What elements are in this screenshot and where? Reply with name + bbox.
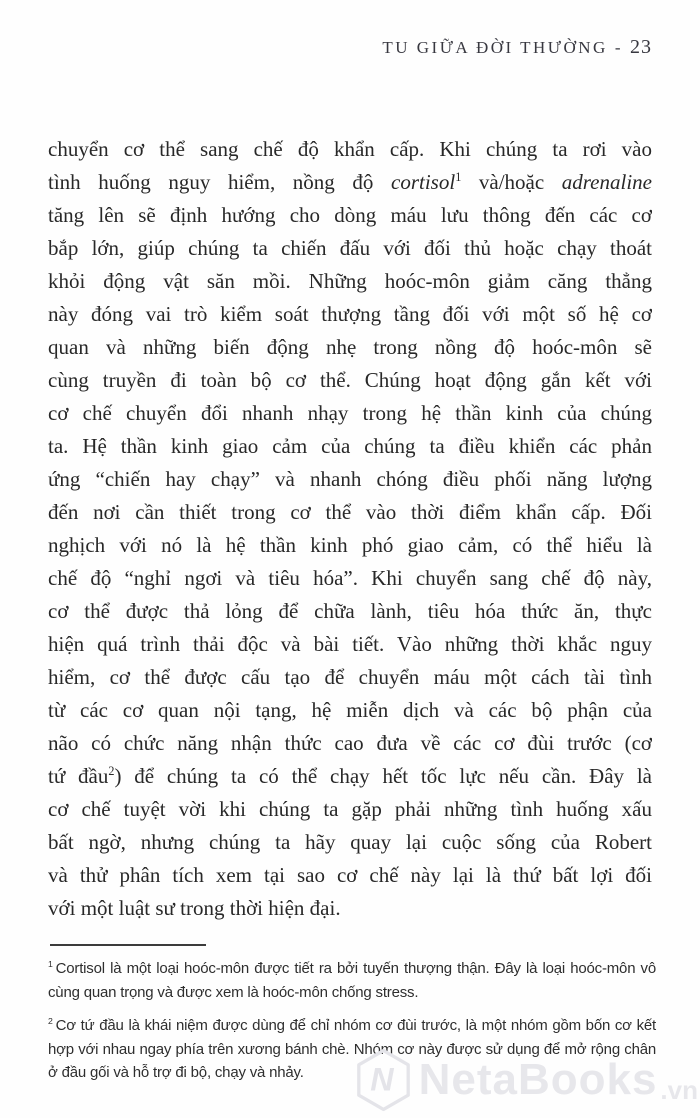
body-text-line: bất ngờ, nhưng chúng ta hãy quay lại cuộc sống của Robert [48,830,652,854]
body-text-line: tứ đầu$^2$) để chúng ta có thể chạy hết tốc lực nếu cần. Đây là [48,764,652,788]
body-text-line: với một luật sư trong thời hiện đại. [48,896,341,920]
body-text-line: ta. Hệ thần kinh giao cảm của chúng ta điều khiển các phản [48,434,652,458]
body-text-line: này đóng vai trò kiểm soát thượng tầng đối với một số hệ cơ [48,302,652,326]
netabooks-watermark [355,1048,698,1112]
footnote-2-text: Cơ tứ đầu là khái niệm được dùng để chỉ nhóm cơ đùi trước, là một nhóm gồm bốn cơ kết hợp với nhau ngay phía trên xương bánh chè. Nhóm cơ này được sử dụng để mở rộng chân ở đầu gối và hỗ trợ đi bộ, chạy và nhảy. [48,1017,656,1081]
body-text-line: tăng lên sẽ định hướng cho dòng máu lưu thông đến các cơ [48,203,652,227]
footnote-1-marker: 1 [48,959,53,969]
footnote-separator-rule [50,944,206,946]
running-title: TU GIỮA ĐỜI THƯỜNG [382,38,608,57]
body-text-line: cơ thể được thả lỏng để chữa lành, tiêu hóa thức ăn, thực [48,599,652,623]
page-number: 23 [630,36,652,58]
body-text-line: cơ chế tuyệt vời khi chúng ta gặp phải những tình huống xấu [48,797,652,821]
body-text-line: ứng “chiến hay chạy” và nhanh chóng điều phối năng lượng [48,467,652,491]
footnote-1 [48,957,656,1004]
body-text [48,133,652,925]
body-text-line: chế độ “nghỉ ngơi và tiêu hóa”. Khi chuyển sang chế độ này, [48,566,652,590]
footnote-1-text: Cortisol là một loại hoóc-môn được tiết ra bởi tuyến thượng thận. Đây là loại hoóc-môn vô cùng quan trọng và được xem là hoóc-môn chống stress. [48,960,656,1001]
body-text-line: và thử phân tích xem tại sao cơ chế này lại là thứ bất lợi đối [48,863,652,887]
footnote-2-marker: 2 [48,1016,53,1026]
body-text-line: tình huống nguy hiểm, nồng độ cortisol$^1$ và/hoặc adrenaline [48,170,652,194]
body-text-line: bắp lớn, giúp chúng ta chiến đấu với đối thủ hoặc chạy thoát [48,236,652,260]
body-text-line: hiểm, cơ thể được cấu tạo để chuyển máu một cách tài tình [48,665,652,689]
header-separator: - [614,38,623,57]
watermark-brand: NetaBooks [418,1055,658,1104]
body-text-line: quan và những biến động nhẹ trong nồng độ hoóc-môn sẽ [48,335,652,359]
body-text-line: nghịch với nó là hệ thần kinh phó giao cảm, có thể hiểu là [48,533,652,557]
watermark-tld: .vn [660,1075,698,1105]
svg-text:N: N [369,1061,394,1098]
body-text-line: não có chức năng nhận thức cao đưa về các cơ đùi trước (cơ [48,731,652,755]
netabooks-logo-icon [355,1048,412,1112]
body-text-line: cùng truyền đi toàn bộ cơ thể. Chúng hoạt động gắn kết với [48,368,652,392]
page-header [382,36,652,59]
body-text-line: từ các cơ quan nội tạng, hệ miễn dịch và các bộ phận của [48,698,652,722]
body-text-line: chuyển cơ thể sang chế độ khẩn cấp. Khi chúng ta rơi vào [48,137,652,161]
body-text-line: đến nơi cần thiết trong cơ thể vào thời điểm khẩn cấp. Đối [48,500,652,524]
body-text-line: khỏi động vật săn mồi. Những hoóc-môn giảm căng thẳng [48,269,652,293]
body-text-line: hiện quá trình thải độc và bài tiết. Vào những thời khắc nguy [48,632,652,656]
body-text-line: cơ chế chuyển đổi nhanh nhạy trong hệ thần kinh của chúng [48,401,652,425]
